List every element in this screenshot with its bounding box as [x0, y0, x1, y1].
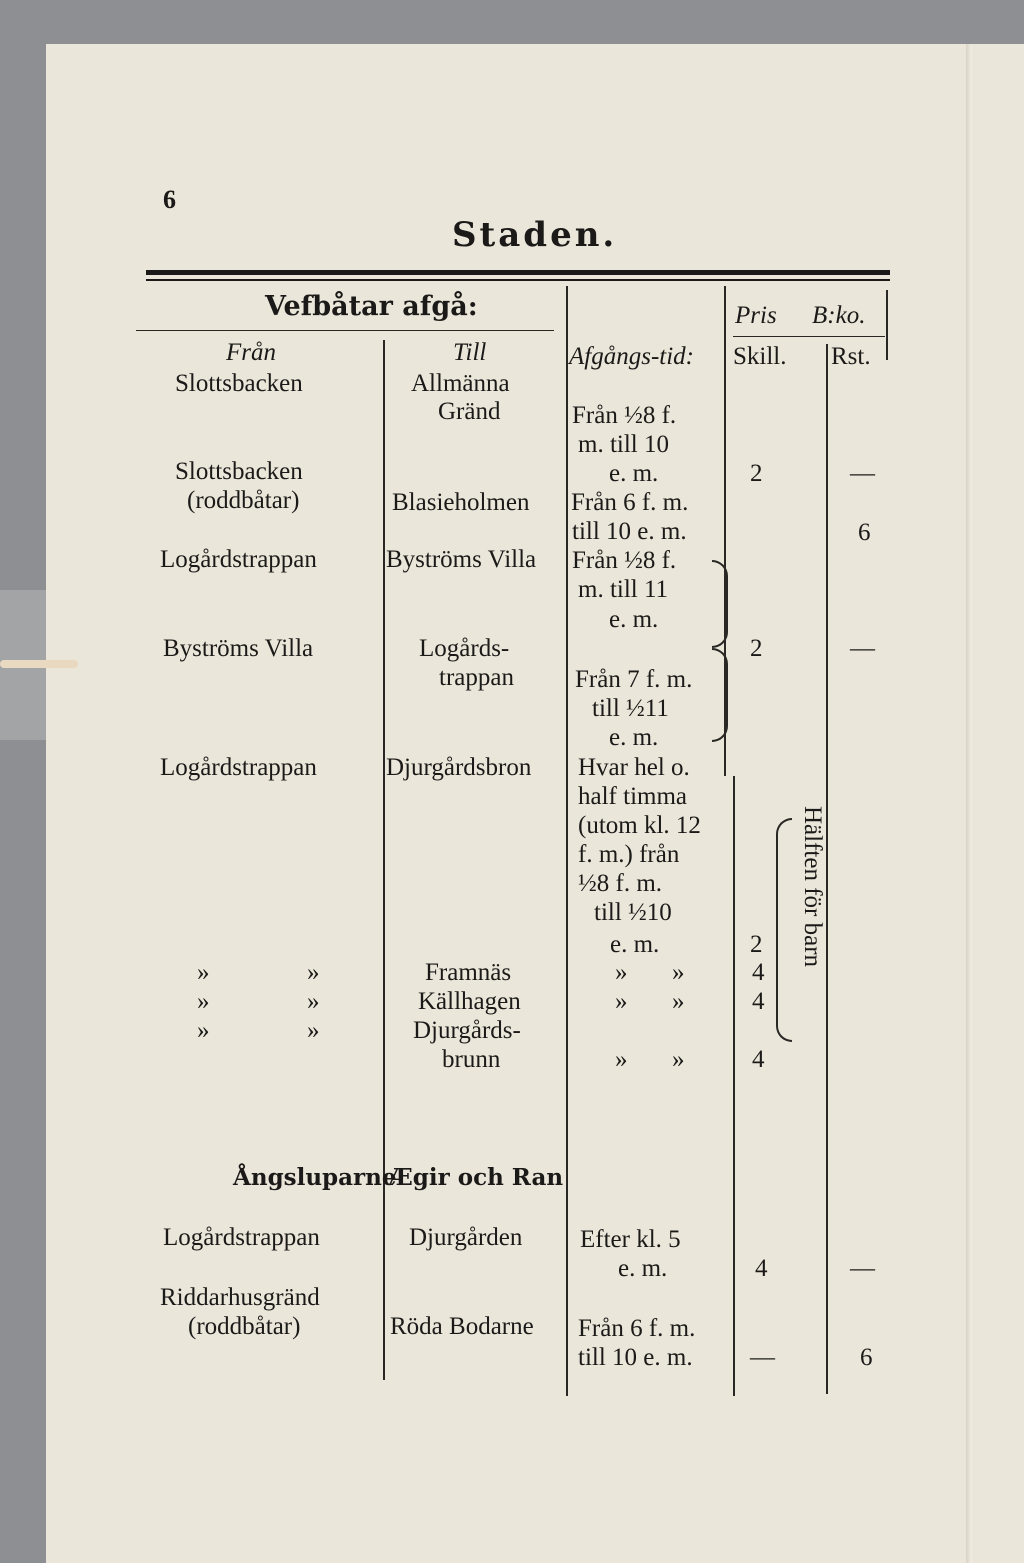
column-divider-5: [886, 290, 888, 360]
row5-tid-4: f. m.) från: [578, 841, 680, 868]
row4-skill: 2: [750, 635, 763, 662]
row2-fran-2: (roddbåtar): [187, 487, 300, 514]
row3-tid-2: m. till 11: [578, 576, 669, 603]
page-heading: Staden.: [452, 215, 618, 255]
row10-fran-1: Riddarhusgränd: [160, 1284, 320, 1311]
header-skill: Skill.: [733, 343, 787, 370]
row8-tid-b: »: [672, 1046, 685, 1073]
row5-fran: Logårdstrappan: [160, 754, 317, 781]
row3-tid-3: e. m.: [609, 606, 659, 633]
row2-fran-1: Slottsbacken: [175, 458, 303, 485]
row10-tid-2: till 10 e. m.: [578, 1344, 693, 1371]
row10-tid-1: Från 6 f. m.: [578, 1315, 696, 1342]
row7-till: Källhagen: [418, 988, 521, 1015]
angsluparne-left: Ångsluparne: [233, 1164, 397, 1191]
row4-tid-2: till ½11: [592, 695, 669, 722]
page-spine: [966, 44, 972, 1563]
row4-tid-1: Från 7 f. m.: [575, 666, 693, 693]
row2-tid-2: till 10 e. m.: [572, 518, 687, 545]
row2-rst: —: [850, 460, 875, 487]
row4-till-1: Logårds-: [419, 635, 510, 662]
row8-tid-a: »: [615, 1046, 628, 1073]
row1-till-2: Gränd: [438, 398, 501, 425]
angsluparne-right: Ægir och Ran: [389, 1164, 564, 1191]
row7-mid: »: [307, 988, 320, 1015]
row9-skill: 4: [755, 1255, 768, 1282]
row5-tid-6: till ½10: [594, 899, 672, 926]
row2-skill: 2: [750, 460, 763, 487]
row5-till: Djurgårdsbron: [386, 754, 532, 781]
row5-tid-1: Hvar hel o.: [578, 754, 690, 781]
row5-tid-2: half timma: [578, 783, 687, 810]
section-title: Vefbåtar afgå:: [265, 291, 478, 322]
row1-tid-1: Från ½8 f.: [572, 402, 677, 429]
header-rst: Rst.: [831, 343, 871, 370]
row5-skill: 2: [750, 931, 763, 958]
row2-rst-2: 6: [858, 519, 871, 546]
row2-tid-1: Från 6 f. m.: [571, 489, 689, 516]
row1-till-1: Allmänna: [411, 370, 510, 397]
row10-skill: —: [750, 1344, 775, 1371]
row4-till-2: trappan: [439, 664, 514, 691]
page-number: 6: [163, 185, 176, 214]
row6-till: Framnäs: [425, 959, 512, 986]
column-divider-4: [826, 344, 828, 1394]
row7-tid-b: »: [672, 988, 685, 1015]
row6-tid-a: »: [615, 959, 628, 986]
row4-fran: Byströms Villa: [163, 635, 314, 662]
row3-fran: Logårdstrappan: [160, 546, 317, 573]
top-thin-rule: [146, 279, 890, 281]
row3-tid-1: Från ½8 f.: [572, 547, 677, 574]
row10-fran-2: (roddbåtar): [188, 1313, 301, 1340]
row8-skill: 4: [752, 1046, 765, 1073]
row9-fran: Logårdstrappan: [163, 1224, 320, 1251]
row8-till-2: brunn: [442, 1046, 501, 1073]
row7-tid-a: »: [615, 988, 628, 1015]
row4-tid-3: e. m.: [609, 724, 659, 751]
header-till: Till: [453, 339, 487, 366]
row7-fran: »: [197, 988, 210, 1015]
row9-rst: —: [850, 1255, 875, 1282]
header-bko: B:ko.: [812, 302, 866, 329]
row8-mid: »: [307, 1017, 320, 1044]
header-fran: Från: [226, 339, 276, 366]
row5-tid-3: (utom kl. 12: [578, 812, 701, 839]
row5-tid-5: ½8 f. m.: [578, 870, 663, 897]
barn-brace: [776, 818, 792, 1042]
row6-mid: »: [307, 959, 320, 986]
row4-rst: —: [850, 635, 875, 662]
section-underline: [136, 330, 554, 331]
row6-tid-b: »: [672, 959, 685, 986]
bookmark-pin: [0, 660, 78, 668]
row5-tid-7: e. m.: [610, 931, 660, 958]
pris-underline: [733, 336, 885, 337]
row6-skill: 4: [752, 959, 765, 986]
row8-till-1: Djurgårds-: [413, 1017, 521, 1044]
column-divider-3b: [733, 776, 735, 1396]
row7-skill: 4: [752, 988, 765, 1015]
row1-fran: Slottsbacken: [175, 370, 303, 397]
row10-till: Röda Bodarne: [390, 1313, 534, 1340]
row6-fran: »: [197, 959, 210, 986]
row10-rst: 6: [860, 1344, 873, 1371]
brace-lower: [712, 648, 728, 742]
header-afgangstid: Afgångs-tid:: [569, 343, 694, 370]
column-divider-1: [383, 340, 385, 1380]
row8-fran: »: [197, 1017, 210, 1044]
row2-till: Blasieholmen: [392, 489, 530, 516]
row9-tid-2: e. m.: [618, 1255, 668, 1282]
row9-tid-1: Efter kl. 5: [580, 1226, 681, 1253]
brace-upper: [712, 560, 728, 648]
row1-tid-2: m. till 10: [578, 431, 669, 458]
barn-note: Hälften för barn: [799, 806, 826, 968]
column-divider-2: [566, 286, 568, 1396]
row3-till: Byströms Villa: [386, 546, 537, 573]
top-thick-rule: [146, 270, 890, 275]
row9-till: Djurgården: [409, 1224, 523, 1251]
row1-tid-3: e. m.: [609, 460, 659, 487]
header-pris: Pris: [735, 302, 777, 329]
